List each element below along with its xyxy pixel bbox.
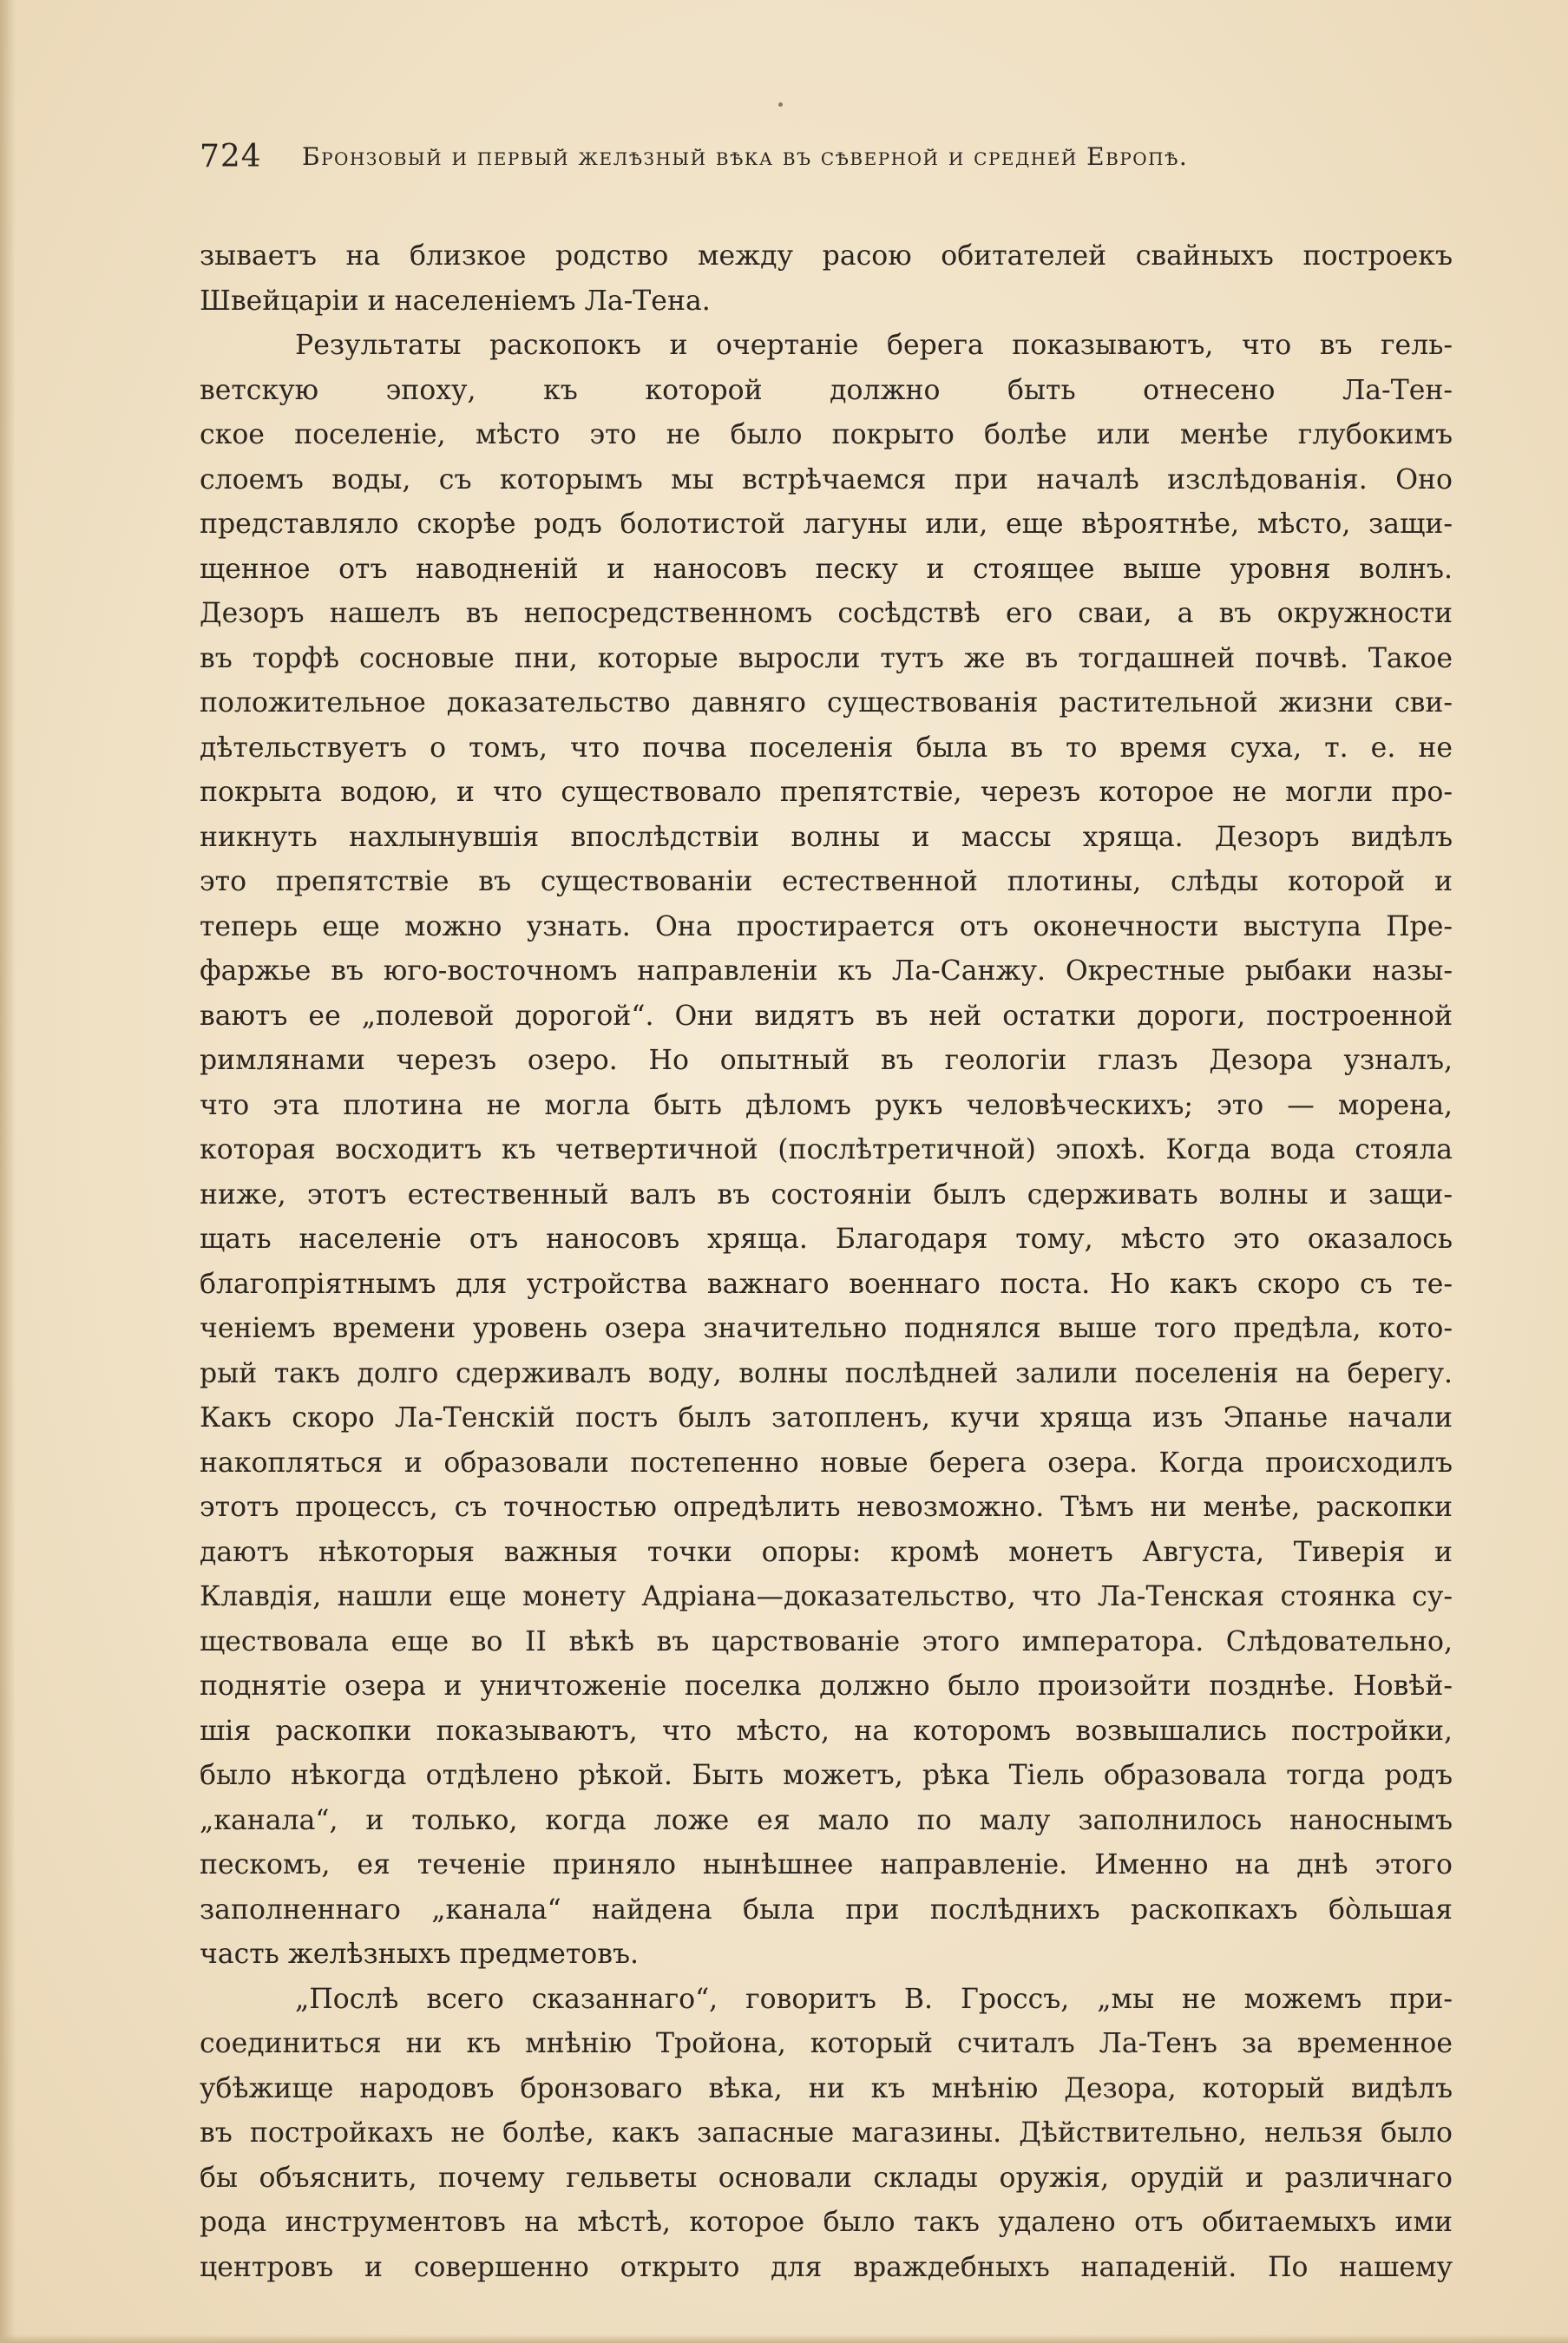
text-line: ваютъ ее „полевой дорогой“. Они видятъ въ ней остатки дороги, построенной (200, 1000, 1453, 1032)
text-line: это препятствіе въ существованіи естественной плотины, слѣды которой и (200, 866, 1453, 897)
text-line: этотъ процессъ, съ точностью опредѣлить невозможно. Тѣмъ ни менѣе, раскопки (200, 1492, 1453, 1523)
text-line: убѣжище народовъ бронзоваго вѣка, ни къ мнѣнію Дезора, который видѣлъ (200, 2072, 1453, 2104)
text-line: слоемъ воды, съ которымъ мы встрѣчаемся при началѣ изслѣдованія. Оно (200, 463, 1453, 496)
text-line: „Послѣ всего сказаннаго“, говоритъ В. Гроссъ, „мы не можемъ при- (295, 1983, 1453, 2015)
page-edge-bottom (0, 2334, 1568, 2343)
text-line: щенное отъ наводненій и наносовъ песку и стоящее выше уровня волнъ. (200, 553, 1453, 585)
text-line: фаржье въ юго-восточномъ направленіи къ Ла-Санжу. Окрестные рыбаки назы- (200, 955, 1453, 987)
text-line: даютъ нѣкоторыя важныя точки опоры: кромѣ монетъ Августа, Тиверія и (200, 1536, 1453, 1568)
text-line: бы объяснить, почему гельветы основали склады оружія, орудій и различнаго (200, 2162, 1453, 2194)
text-line: въ постройкахъ не болѣе, какъ запасные магазины. Дѣйствительно, нельзя было (200, 2117, 1453, 2149)
text-line: Клавдія, нашли еще монету Адріана—доказательство, что Ла-Тенская стоянка су- (200, 1581, 1453, 1612)
text-line: поднятіе озера и уничтоженіе поселка должно было произойти позднѣе. Новѣй- (200, 1670, 1453, 1702)
text-line: дѣтельствуетъ о томъ, что почва поселенія была въ то время суха, т. е. не (200, 732, 1453, 764)
body-text (200, 234, 1453, 2290)
text-line: зываетъ на близкое родство между расою обитателей свайныхъ построекъ (200, 240, 1453, 272)
text-line: ниже, этотъ естественный валъ въ состояніи былъ сдерживать волны и защи- (200, 1178, 1453, 1211)
text-line: римлянами черезъ озеро. Но опытный въ геологіи глазъ Дезора узналъ, (200, 1045, 1453, 1076)
text-line: заполненнаго „канала“ найдена была при послѣднихъ раскопкахъ бо̀льшая (200, 1893, 1453, 1926)
text-line: рода инструментовъ на мѣстѣ, которое было такъ удалено отъ обитаемыхъ ими (200, 2207, 1453, 2238)
text-line: ченіемъ времени уровень озера значительно поднялся выше того предѣла, кото- (200, 1313, 1453, 1344)
text-line: соединиться ни къ мнѣнію Тройона, который считалъ Ла-Тенъ за временное (200, 2028, 1453, 2059)
text-line: щать населеніе отъ наносовъ хряща. Благодаря тому, мѣсто это оказалось (200, 1224, 1453, 1255)
text-line: рый такъ долго сдерживалъ воду, волны послѣдней залили поселенія на берегу. (200, 1357, 1453, 1389)
text-line: благопріятнымъ для устройства важнаго военнаго поста. Но какъ скоро съ те- (200, 1268, 1453, 1300)
page-edge-left (0, 0, 16, 2343)
text-line: „канала“, и только, когда ложе ея мало по малу заполнилось наноснымъ (200, 1804, 1453, 1836)
text-line: накопляться и образовали постепенно новые берега озера. Когда происходилъ (200, 1447, 1453, 1479)
text-line: центровъ и совершенно открыто для враждебныхъ нападеній. По нашему (200, 2251, 1453, 2283)
running-title: Бронзовый и первый желѣзный вѣка въ сѣверной и средней Европѣ. (302, 142, 1189, 171)
text-line: было нѣкогда отдѣлено рѣкой. Быть можетъ, рѣка Тіель образовала тогда родъ (200, 1760, 1453, 1791)
text-line: которая восходитъ къ четвертичной (послѣтретичной) эпохѣ. Когда вода стояла (200, 1134, 1453, 1165)
text-line: Швейцаріи и населеніемъ Ла-Тена. (200, 285, 711, 317)
text-line: шія раскопки показываютъ, что мѣсто, на которомъ возвышались постройки, (200, 1715, 1453, 1747)
text-line: что эта плотина не могла быть дѣломъ рукъ человѣческихъ; это — морена, (200, 1089, 1453, 1121)
text-line: теперь еще можно узнать. Она простирается отъ оконечности выступа Пре- (200, 910, 1453, 942)
text-line: Дезоръ нашелъ въ непосредственномъ сосѣдствѣ его сваи, а въ окружности (200, 598, 1453, 629)
text-line: Какъ скоро Ла-Тенскій постъ былъ затопленъ, кучи хряща изъ Эпанье начали (200, 1402, 1453, 1434)
text-line: Результаты раскопокъ и очертаніе берега показываютъ, что въ гель- (295, 330, 1453, 361)
text-line: никнуть нахлынувшія впослѣдствіи волны и массы хряща. Дезоръ видѣлъ (200, 821, 1453, 853)
ink-speck (778, 102, 783, 107)
text-line: ветскую эпоху, къ которой должно быть отнесено Ла-Тен- (200, 374, 1453, 406)
text-line: покрыта водою, и что существовало препятствіе, черезъ которое не могли про- (200, 777, 1453, 808)
text-line: положительное доказательство давняго существованія растительной жизни сви- (200, 687, 1453, 719)
running-header (200, 139, 1380, 191)
text-line: пескомъ, ея теченіе приняло нынѣшнее направленіе. Именно на днѣ этого (200, 1849, 1453, 1880)
text-line: ществовала еще во II вѣкѣ въ царствованіе этого императора. Слѣдовательно, (200, 1625, 1453, 1657)
text-line: ское поселеніе, мѣсто это не было покрыто болѣе или менѣе глубокимъ (200, 419, 1453, 450)
page-number: 724 (200, 139, 262, 174)
text-line: часть желѣзныхъ предметовъ. (200, 1939, 640, 1970)
text-line: въ торфѣ сосновые пни, которые выросли тутъ же въ тогдашней почвѣ. Такое (200, 642, 1453, 674)
text-line: представляло скорѣе родъ болотистой лагуны или, еще вѣроятнѣе, мѣсто, защи- (200, 509, 1453, 540)
